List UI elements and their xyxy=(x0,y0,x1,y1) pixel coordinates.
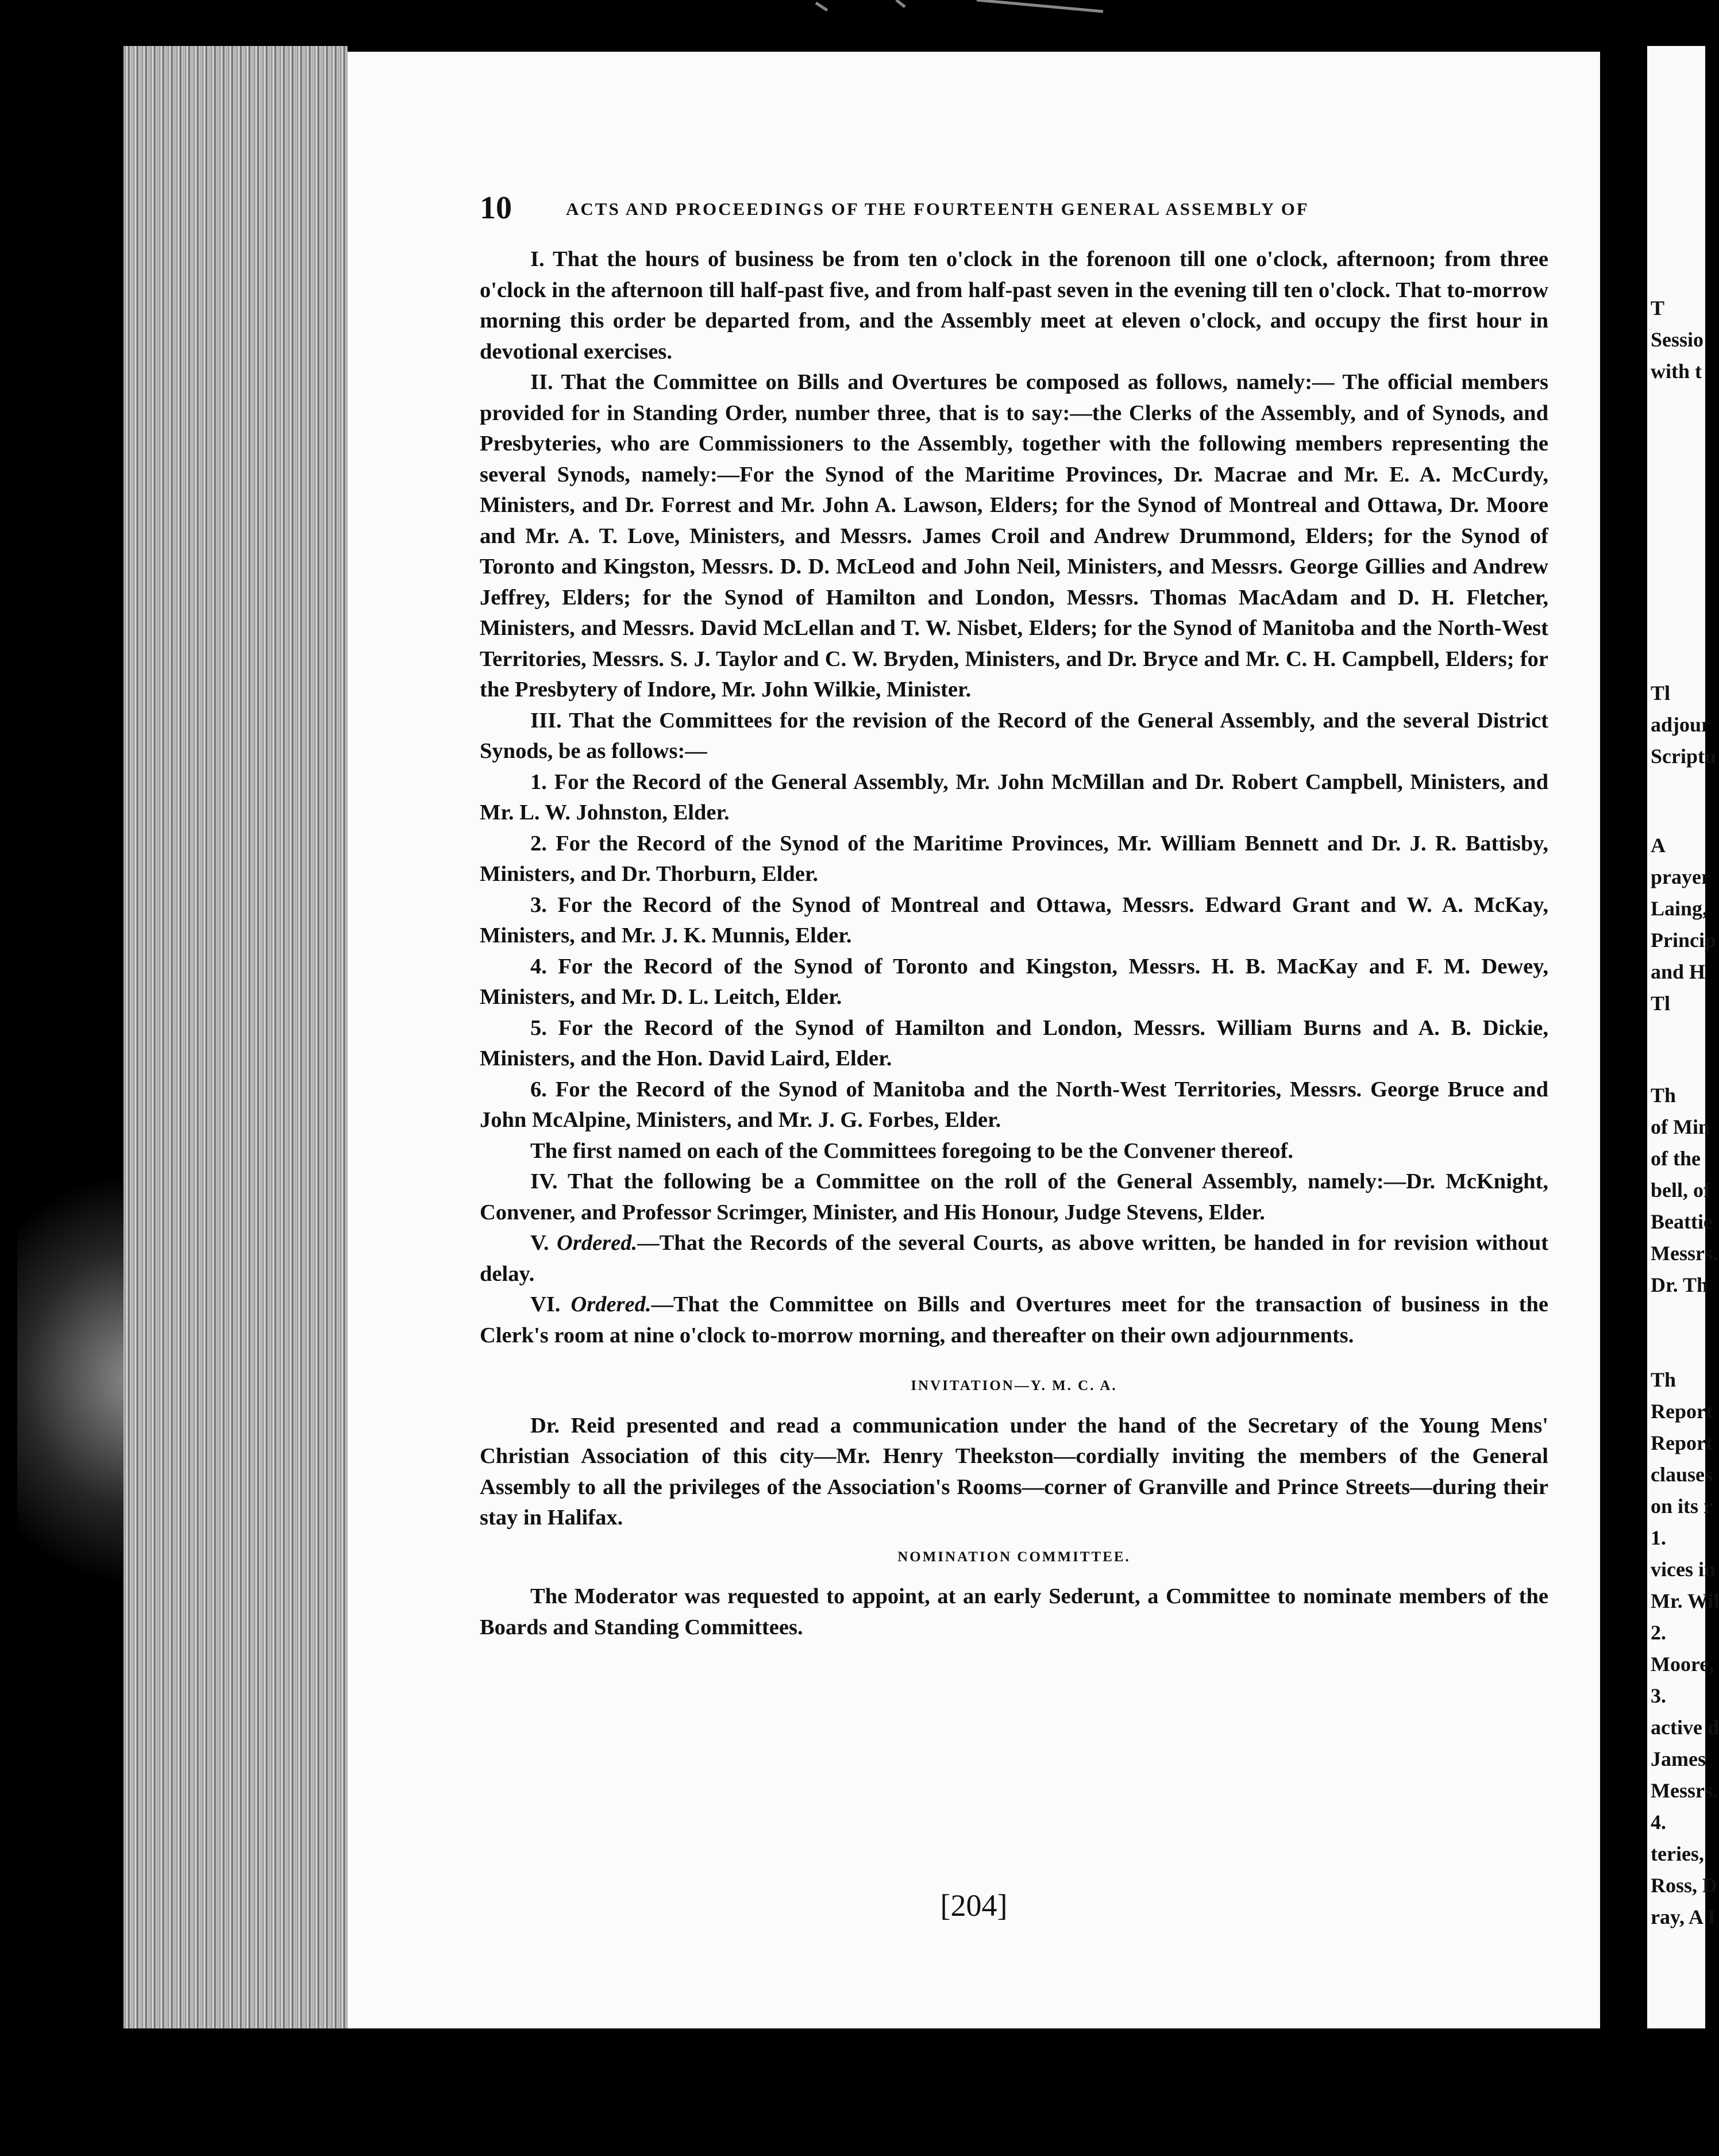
next-page-text: 1. xyxy=(1651,1526,1666,1549)
next-page-text: Th xyxy=(1651,1368,1676,1391)
ordered-word: Ordered. xyxy=(557,1231,638,1255)
next-page-text: Report xyxy=(1651,1400,1713,1423)
paragraph: 4. For the Record of the Synod of Toronto and Kingston, Messrs. H. B. MacKay and F. M. Dewey, Ministers, and Mr. D. L. Leitch, Elder. xyxy=(480,954,1548,1009)
ordered-numeral: VI. xyxy=(530,1292,561,1316)
next-page-text: active d xyxy=(1651,1716,1719,1739)
next-page-text: Princip xyxy=(1651,929,1716,952)
section-heading: INVITATION—Y. M. C. A. xyxy=(911,1378,1117,1393)
next-page-text: Report xyxy=(1651,1431,1713,1454)
paragraph: 5. For the Record of the Synod of Hamilton and London, Messrs. William Burns and A. B. Dickie, Ministers, and the Hon. David Laird, Elder. xyxy=(480,1015,1548,1071)
next-page-text: ray, A I xyxy=(1651,1905,1716,1928)
page-body xyxy=(480,244,1548,1643)
next-page-text: Moore, xyxy=(1651,1653,1714,1676)
next-page-text: bell, of xyxy=(1651,1179,1710,1202)
signature-mark: [204] xyxy=(940,1888,1008,1923)
next-page-text: 4. xyxy=(1651,1811,1666,1834)
ordered-numeral: V. xyxy=(530,1231,549,1255)
next-page-text: Th xyxy=(1651,1084,1676,1107)
next-page-text: James xyxy=(1651,1747,1706,1770)
next-page-text: clauses xyxy=(1651,1463,1713,1486)
ordered-text: —That the Committee on Bills and Overtures meet for the transaction of business in the Clerk's room at nine o'clock to-morrow morning, and thereafter on their own adjournments. xyxy=(480,1292,1549,1348)
scan-artifact xyxy=(804,0,1126,17)
next-page-text: of the xyxy=(1651,1147,1701,1170)
next-page-text: adjour xyxy=(1651,713,1711,736)
ordered-text: —That the Records of the several Courts, as above written, be handed in for revision without delay. xyxy=(480,1231,1549,1286)
running-head: ACTS AND PROCEEDINGS OF THE FOURTEENTH GENERAL ASSEMBLY OF xyxy=(566,199,1309,219)
next-page-text: 3. xyxy=(1651,1684,1666,1707)
next-page-text: of Min xyxy=(1651,1115,1710,1138)
page-number: 10 xyxy=(480,190,512,226)
next-page-text: vices in xyxy=(1651,1558,1716,1581)
next-page-text: teries, xyxy=(1651,1842,1704,1865)
next-page-text: Laing, xyxy=(1651,897,1708,920)
paragraph: I. That the hours of business be from ten o'clock in the forenoon till one o'clock, afternoon; from three o'clock in the afternoon till half-past five, and from half-past seven in the evening till ten o'clock. That to-morrow morning this order be departed from, and the Assembly meet at eleven o'clock, and occupy the first hour in devotional exercises. xyxy=(480,247,1548,364)
next-page-text: Scriptu xyxy=(1651,745,1717,768)
paragraph: 6. For the Record of the Synod of Manitoba and the North-West Territories, Messrs. George Bruce and John McAlpine, Ministers, and Mr. J. G. Forbes, Elder. xyxy=(480,1077,1548,1132)
next-page-text: Ross, D xyxy=(1651,1874,1718,1897)
ordered-paragraph xyxy=(480,1289,1548,1351)
next-page-text: Dr. Th xyxy=(1651,1273,1709,1296)
next-page-fragment xyxy=(1606,46,1719,2028)
paragraph: IV. That the following be a Committee on the roll of the General Assembly, namely:—Dr. McKnight, Convener, and Professor Scrimger, Minister, and His Honour, Judge Stevens, Elder. xyxy=(480,1169,1548,1225)
paragraph: III. That the Committees for the revision of the Record of the General Assembly, and the several District Synods, be as follows:— xyxy=(480,708,1548,763)
section-heading: NOMINATION COMMITTEE. xyxy=(897,1549,1131,1565)
next-page-text: Messrs. xyxy=(1651,1242,1718,1265)
next-page-text: and H xyxy=(1651,960,1706,983)
paragraph: 3. For the Record of the Synod of Montreal and Ottawa, Messrs. Edward Grant and W. A. McKay, Ministers, and Mr. J. K. Munnis, Elder. xyxy=(480,892,1548,948)
next-page-text: prayer xyxy=(1651,865,1710,888)
paragraph: II. That the Committee on Bills and Overtures be composed as follows, namely:— The official members provided for in Standing Order, number three, that is to say:—the Clerks of the Assembly, and of Synods, and Presbyteries, who are Commissioners to the Assembly, together with the following members representing the several Synods, namely:—For the Synod of the Maritime Provinces, Dr. Macrae and Mr. E. A. McCurdy, Ministers, and Dr. Forrest and Mr. John A. Lawson, Elders; for the Synod of Montreal and Ottawa, Dr. Moore and Mr. A. T. Love, Ministers, and Messrs. James Croil and Andrew Drummond, Elders; for the Synod of Toronto and Kingston, Messrs. D. D. McLeod and John Neil, Ministers, and Messrs. George Gillies and Andrew Jeffrey, Elders; for the Synod of Hamilton and London, Messrs. Thomas MacAdam and D. H. Fletcher, Ministers, and Messrs. David McLellan and T. W. Nisbet, Elders; for the Synod of Manitoba and the North-West Territories, Messrs. S. J. Taylor and C. W. Bryden, Ministers, and Dr. Bryce and Mr. C. H. Campbell, Elders; for the Presbytery of Indore, Mr. John Wilkie, Minister. xyxy=(480,370,1548,702)
paragraph: Dr. Reid presented and read a communication under the hand of the Secretary of the Young Mens' Christian Association of this city—Mr. Henry Theekston—cordially inviting the members of the General Assembly to all the privileges of the Association's Rooms—corner of Granville and Prince Streets—during their stay in Halifax. xyxy=(480,1413,1548,1530)
paragraph: The Moderator was requested to appoint, at an early Sederunt, a Committee to nominate members of the Boards and Standing Committees. xyxy=(480,1584,1548,1639)
next-page-text: Messrs. xyxy=(1651,1779,1718,1802)
next-page-text: Mr. Wil xyxy=(1651,1589,1719,1612)
ordered-paragraph xyxy=(480,1228,1548,1289)
paragraph: The first named on each of the Committees foregoing to be the Convener thereof. xyxy=(530,1138,1294,1163)
paragraph: 1. For the Record of the General Assembly, Mr. John McMillan and Dr. Robert Campbell, Ministers, and Mr. L. W. Johnston, Elder. xyxy=(480,769,1548,825)
page-header xyxy=(480,190,1548,236)
next-page-text: T xyxy=(1651,297,1665,319)
next-page-text: Tl xyxy=(1651,682,1671,704)
next-page-text: on its r xyxy=(1651,1495,1713,1518)
book-page-edges xyxy=(124,46,348,2028)
next-page-text: with t xyxy=(1651,360,1702,383)
book-page xyxy=(348,52,1600,2028)
next-page-text: A xyxy=(1651,834,1666,857)
next-page-text: Sessio xyxy=(1651,328,1704,351)
next-page-text: 2. xyxy=(1651,1621,1666,1644)
gutter-shadow xyxy=(1606,46,1647,2028)
next-page-text: Tl xyxy=(1651,992,1671,1015)
ordered-word: Ordered. xyxy=(571,1292,652,1316)
next-page-text: Beattie xyxy=(1651,1210,1713,1233)
paragraph: 2. For the Record of the Synod of the Maritime Provinces, Mr. William Bennett and Dr. J. R. Battisby, Ministers, and Dr. Thorburn, Elder. xyxy=(480,831,1548,886)
